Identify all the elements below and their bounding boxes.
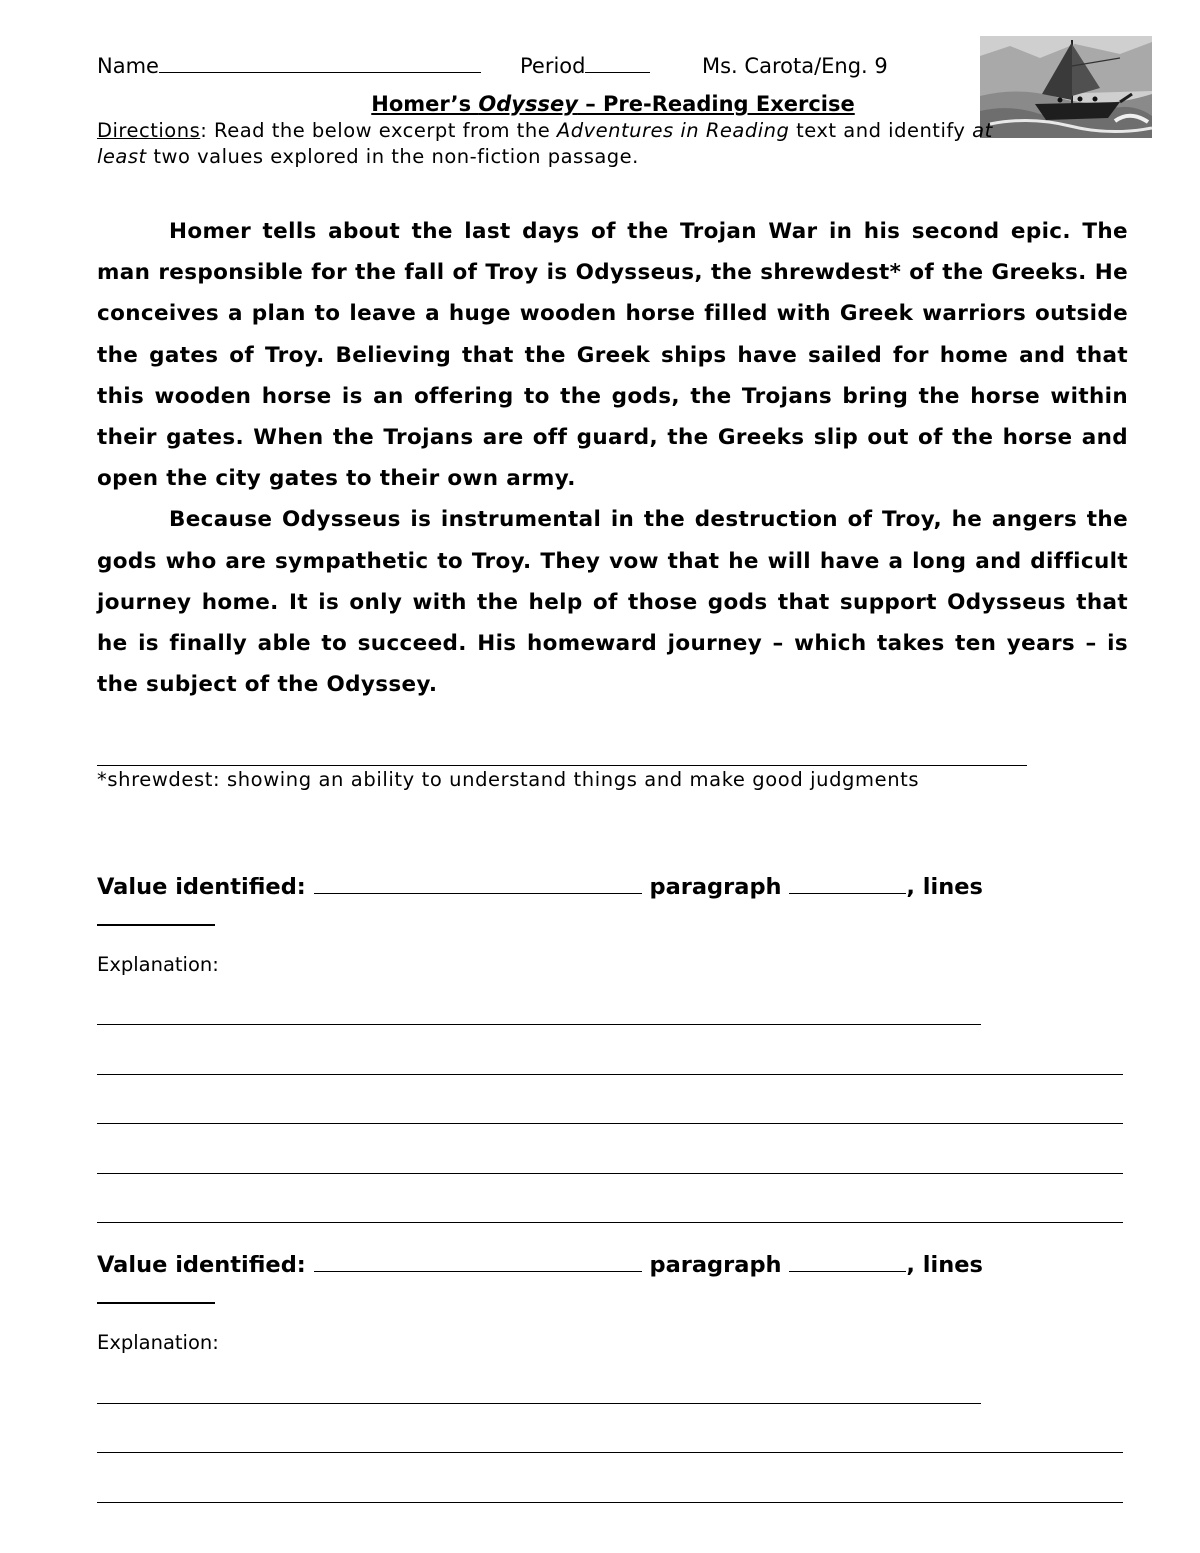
lines-blank-2[interactable] [97, 1302, 215, 1304]
footnote-divider [97, 765, 1027, 766]
sailing-ship-image [980, 36, 1152, 138]
value-identified-2: Value identified: paragraph , lines [97, 1249, 983, 1280]
directions-label: Directions [97, 119, 201, 142]
answer-line[interactable] [97, 1074, 1123, 1075]
value-blank-2[interactable] [314, 1249, 642, 1272]
directions: Directions: Read the below excerpt from the Adventures in Reading text and identify at least two values explored in the non-fiction passage. [97, 119, 993, 168]
period-blank[interactable] [585, 52, 650, 73]
explanation-label-2: Explanation: [97, 1331, 219, 1354]
passage-paragraph-1: Homer tells about the last days of the Trojan War in his second epic. The man responsible for the fall of Troy is Odysseus, the shrewdest* of the Greeks. He conceives a plan to leave a huge wooden horse filled with Greek warriors outside the gates of Troy. Believing that the Greek ships have sailed for home and that this wooden horse is an offering to the gods, the Trojans bring the horse within their gates. When the Trojans are off guard, the Greeks slip out of the horse and open the city gates to their own army. [97, 219, 1128, 492]
answer-line[interactable] [97, 1403, 981, 1404]
explanation-label-1: Explanation: [97, 953, 219, 976]
paragraph-blank-1[interactable] [789, 871, 906, 894]
period-label: Period [520, 54, 586, 78]
paragraph-blank-2[interactable] [789, 1249, 906, 1272]
excerpt-passage [97, 211, 1128, 705]
value-identified-1: Value identified: paragraph , lines [97, 871, 983, 902]
name-label: Name [97, 54, 159, 78]
name-field[interactable] [97, 52, 481, 80]
passage-paragraph-2: Because Odysseus is instrumental in the destruction of Troy, he angers the gods who are sympathetic to Troy. They vow that he will have a long and difficult journey home. It is only with the help of those gods that support Odysseus that he is finally able to succeed. His homeward journey – which takes ten years – is the subject of the Odyssey. [97, 507, 1128, 698]
lines-blank-1[interactable] [97, 924, 215, 926]
teacher-label: Ms. Carota/Eng. 9 [702, 54, 888, 78]
footnote: *shrewdest: showing an ability to understand things and make good judgments [97, 768, 920, 791]
answer-line[interactable] [97, 1502, 1123, 1503]
answer-line[interactable] [97, 1222, 1123, 1223]
name-blank[interactable] [159, 52, 481, 73]
period-field[interactable] [520, 52, 650, 80]
answer-line[interactable] [97, 1123, 1123, 1124]
answer-line[interactable] [97, 1452, 1123, 1453]
page-title: Homer’s Odyssey – Pre-Reading Exercise [371, 92, 855, 116]
answer-line[interactable] [97, 1024, 981, 1025]
answer-line[interactable] [97, 1173, 1123, 1174]
value-blank-1[interactable] [314, 871, 642, 894]
